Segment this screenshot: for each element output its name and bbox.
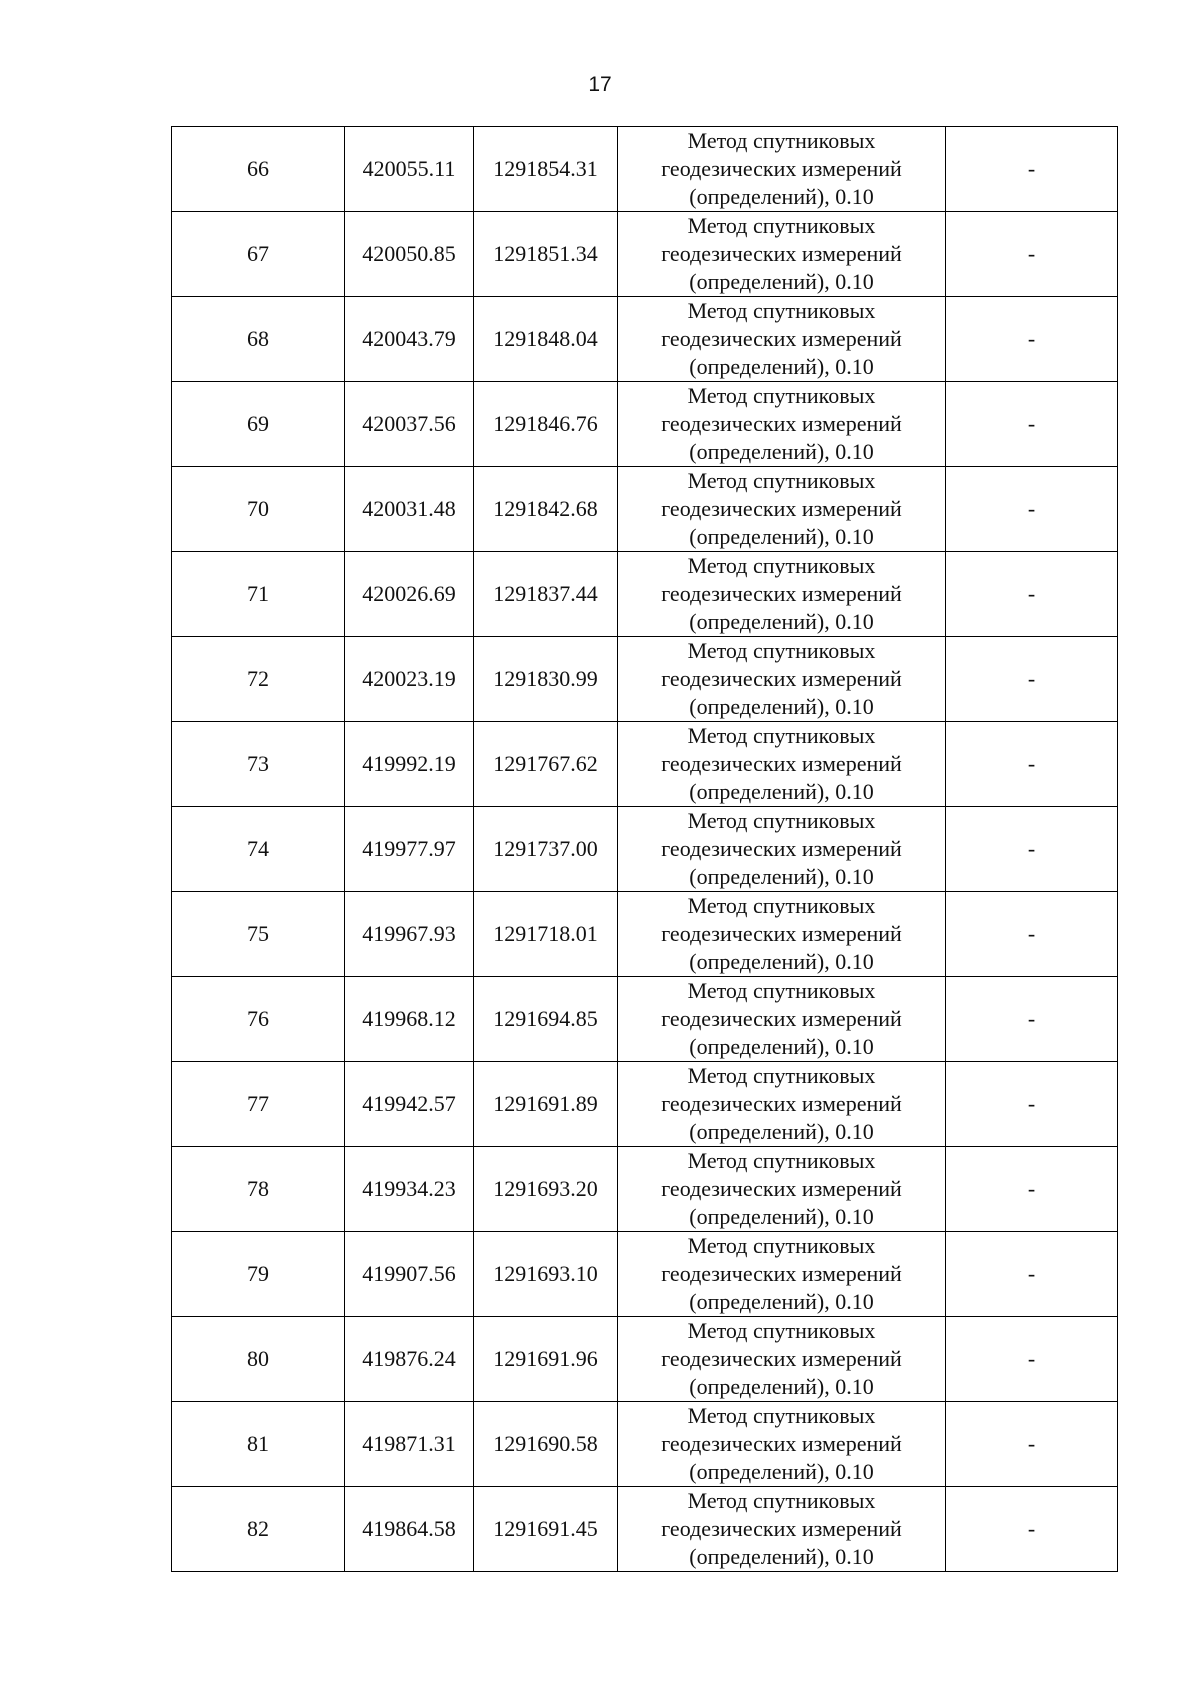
- table-row: [172, 1147, 1118, 1232]
- point-number-cell: 72: [172, 637, 345, 722]
- table-row: [172, 127, 1118, 212]
- method-cell: [618, 1317, 946, 1402]
- note-cell: -: [946, 722, 1118, 807]
- method-line: (определений), 0.10: [689, 1289, 874, 1314]
- method-cell: [618, 1062, 946, 1147]
- table-row: [172, 212, 1118, 297]
- method-line: Метод спутниковых: [687, 1148, 876, 1173]
- method-cell: [618, 722, 946, 807]
- point-number-cell: 75: [172, 892, 345, 977]
- method-line: (определений), 0.10: [689, 1544, 874, 1569]
- method-line: геодезических измерений: [661, 1261, 902, 1286]
- note-cell: -: [946, 1232, 1118, 1317]
- point-number-cell: 81: [172, 1402, 345, 1487]
- y-coordinate-cell: 1291691.89: [474, 1062, 618, 1147]
- method-line: геодезических измерений: [661, 1346, 902, 1371]
- method-line: (определений), 0.10: [689, 1119, 874, 1144]
- y-coordinate-cell: 1291693.20: [474, 1147, 618, 1232]
- y-coordinate-cell: 1291691.96: [474, 1317, 618, 1402]
- table-row: [172, 722, 1118, 807]
- method-cell: [618, 467, 946, 552]
- method-line: (определений), 0.10: [689, 609, 874, 634]
- note-cell: -: [946, 297, 1118, 382]
- method-line: (определений), 0.10: [689, 1034, 874, 1059]
- table-row: [172, 1232, 1118, 1317]
- method-line: Метод спутниковых: [687, 1318, 876, 1343]
- method-line: Метод спутниковых: [687, 1403, 876, 1428]
- x-coordinate-cell: 420031.48: [345, 467, 474, 552]
- table-row: [172, 1062, 1118, 1147]
- x-coordinate-cell: 419934.23: [345, 1147, 474, 1232]
- note-cell: -: [946, 212, 1118, 297]
- method-cell: [618, 637, 946, 722]
- note-cell: -: [946, 977, 1118, 1062]
- x-coordinate-cell: 419942.57: [345, 1062, 474, 1147]
- method-cell: [618, 892, 946, 977]
- method-line: Метод спутниковых: [687, 128, 876, 153]
- point-number-cell: 71: [172, 552, 345, 637]
- method-line: (определений), 0.10: [689, 269, 874, 294]
- point-number-cell: 73: [172, 722, 345, 807]
- y-coordinate-cell: 1291842.68: [474, 467, 618, 552]
- x-coordinate-cell: 420043.79: [345, 297, 474, 382]
- method-line: (определений), 0.10: [689, 439, 874, 464]
- point-number-cell: 67: [172, 212, 345, 297]
- method-line: геодезических измерений: [661, 581, 902, 606]
- point-number-cell: 77: [172, 1062, 345, 1147]
- table-row: [172, 467, 1118, 552]
- point-number-cell: 76: [172, 977, 345, 1062]
- y-coordinate-cell: 1291851.34: [474, 212, 618, 297]
- y-coordinate-cell: 1291718.01: [474, 892, 618, 977]
- method-cell: [618, 297, 946, 382]
- x-coordinate-cell: 419876.24: [345, 1317, 474, 1402]
- method-line: геодезических измерений: [661, 1516, 902, 1541]
- table-row: [172, 382, 1118, 467]
- y-coordinate-cell: 1291830.99: [474, 637, 618, 722]
- y-coordinate-cell: 1291846.76: [474, 382, 618, 467]
- method-cell: [618, 382, 946, 467]
- method-line: геодезических измерений: [661, 1431, 902, 1456]
- method-line: геодезических измерений: [661, 326, 902, 351]
- table-row: [172, 807, 1118, 892]
- note-cell: -: [946, 1317, 1118, 1402]
- method-line: Метод спутниковых: [687, 978, 876, 1003]
- method-line: геодезических измерений: [661, 921, 902, 946]
- method-line: (определений), 0.10: [689, 694, 874, 719]
- method-line: Метод спутниковых: [687, 638, 876, 663]
- x-coordinate-cell: 419977.97: [345, 807, 474, 892]
- method-line: геодезических измерений: [661, 836, 902, 861]
- x-coordinate-cell: 419871.31: [345, 1402, 474, 1487]
- method-line: (определений), 0.10: [689, 1374, 874, 1399]
- y-coordinate-cell: 1291737.00: [474, 807, 618, 892]
- table-body: [172, 127, 1118, 1572]
- x-coordinate-cell: 420026.69: [345, 552, 474, 637]
- method-line: Метод спутниковых: [687, 893, 876, 918]
- method-line: геодезических измерений: [661, 496, 902, 521]
- method-line: (определений), 0.10: [689, 524, 874, 549]
- note-cell: -: [946, 637, 1118, 722]
- method-cell: [618, 1232, 946, 1317]
- method-cell: [618, 1147, 946, 1232]
- table-row: [172, 977, 1118, 1062]
- note-cell: -: [946, 1487, 1118, 1572]
- point-number-cell: 68: [172, 297, 345, 382]
- method-line: Метод спутниковых: [687, 468, 876, 493]
- method-line: Метод спутниковых: [687, 1233, 876, 1258]
- note-cell: -: [946, 467, 1118, 552]
- method-line: (определений), 0.10: [689, 864, 874, 889]
- method-line: (определений), 0.10: [689, 184, 874, 209]
- method-line: (определений), 0.10: [689, 1204, 874, 1229]
- method-line: (определений), 0.10: [689, 949, 874, 974]
- method-cell: [618, 552, 946, 637]
- note-cell: -: [946, 1402, 1118, 1487]
- method-line: Метод спутниковых: [687, 553, 876, 578]
- method-line: Метод спутниковых: [687, 213, 876, 238]
- method-line: геодезических измерений: [661, 1176, 902, 1201]
- x-coordinate-cell: 420037.56: [345, 382, 474, 467]
- point-number-cell: 82: [172, 1487, 345, 1572]
- y-coordinate-cell: 1291693.10: [474, 1232, 618, 1317]
- y-coordinate-cell: 1291694.85: [474, 977, 618, 1062]
- method-line: геодезических измерений: [661, 1091, 902, 1116]
- y-coordinate-cell: 1291767.62: [474, 722, 618, 807]
- point-number-cell: 74: [172, 807, 345, 892]
- method-line: (определений), 0.10: [689, 354, 874, 379]
- table-row: [172, 1402, 1118, 1487]
- method-cell: [618, 977, 946, 1062]
- table-row: [172, 637, 1118, 722]
- note-cell: -: [946, 1062, 1118, 1147]
- y-coordinate-cell: 1291690.58: [474, 1402, 618, 1487]
- table-row: [172, 892, 1118, 977]
- point-number-cell: 78: [172, 1147, 345, 1232]
- method-line: геодезических измерений: [661, 156, 902, 181]
- point-number-cell: 69: [172, 382, 345, 467]
- note-cell: -: [946, 892, 1118, 977]
- table-row: [172, 552, 1118, 637]
- method-line: Метод спутниковых: [687, 723, 876, 748]
- y-coordinate-cell: 1291848.04: [474, 297, 618, 382]
- table-row: [172, 1487, 1118, 1572]
- point-number-cell: 70: [172, 467, 345, 552]
- y-coordinate-cell: 1291854.31: [474, 127, 618, 212]
- method-line: Метод спутниковых: [687, 298, 876, 323]
- coordinates-table: [171, 126, 1118, 1572]
- x-coordinate-cell: 419968.12: [345, 977, 474, 1062]
- method-line: геодезических измерений: [661, 751, 902, 776]
- method-line: геодезических измерений: [661, 666, 902, 691]
- method-line: Метод спутниковых: [687, 383, 876, 408]
- note-cell: -: [946, 127, 1118, 212]
- method-line: Метод спутниковых: [687, 1063, 876, 1088]
- method-line: (определений), 0.10: [689, 779, 874, 804]
- point-number-cell: 79: [172, 1232, 345, 1317]
- y-coordinate-cell: 1291691.45: [474, 1487, 618, 1572]
- x-coordinate-cell: 419992.19: [345, 722, 474, 807]
- table-row: [172, 1317, 1118, 1402]
- method-line: Метод спутниковых: [687, 808, 876, 833]
- x-coordinate-cell: 420055.11: [345, 127, 474, 212]
- x-coordinate-cell: 420050.85: [345, 212, 474, 297]
- x-coordinate-cell: 420023.19: [345, 637, 474, 722]
- note-cell: -: [946, 382, 1118, 467]
- note-cell: -: [946, 1147, 1118, 1232]
- method-cell: [618, 127, 946, 212]
- table-row: [172, 297, 1118, 382]
- method-cell: [618, 212, 946, 297]
- note-cell: -: [946, 807, 1118, 892]
- x-coordinate-cell: 419907.56: [345, 1232, 474, 1317]
- point-number-cell: 80: [172, 1317, 345, 1402]
- note-cell: -: [946, 552, 1118, 637]
- method-line: геодезических измерений: [661, 1006, 902, 1031]
- method-line: геодезических измерений: [661, 241, 902, 266]
- method-cell: [618, 807, 946, 892]
- point-number-cell: 66: [172, 127, 345, 212]
- y-coordinate-cell: 1291837.44: [474, 552, 618, 637]
- x-coordinate-cell: 419967.93: [345, 892, 474, 977]
- x-coordinate-cell: 419864.58: [345, 1487, 474, 1572]
- method-line: (определений), 0.10: [689, 1459, 874, 1484]
- page-number: 17: [588, 73, 612, 96]
- method-line: геодезических измерений: [661, 411, 902, 436]
- method-line: Метод спутниковых: [687, 1488, 876, 1513]
- method-cell: [618, 1402, 946, 1487]
- method-cell: [618, 1487, 946, 1572]
